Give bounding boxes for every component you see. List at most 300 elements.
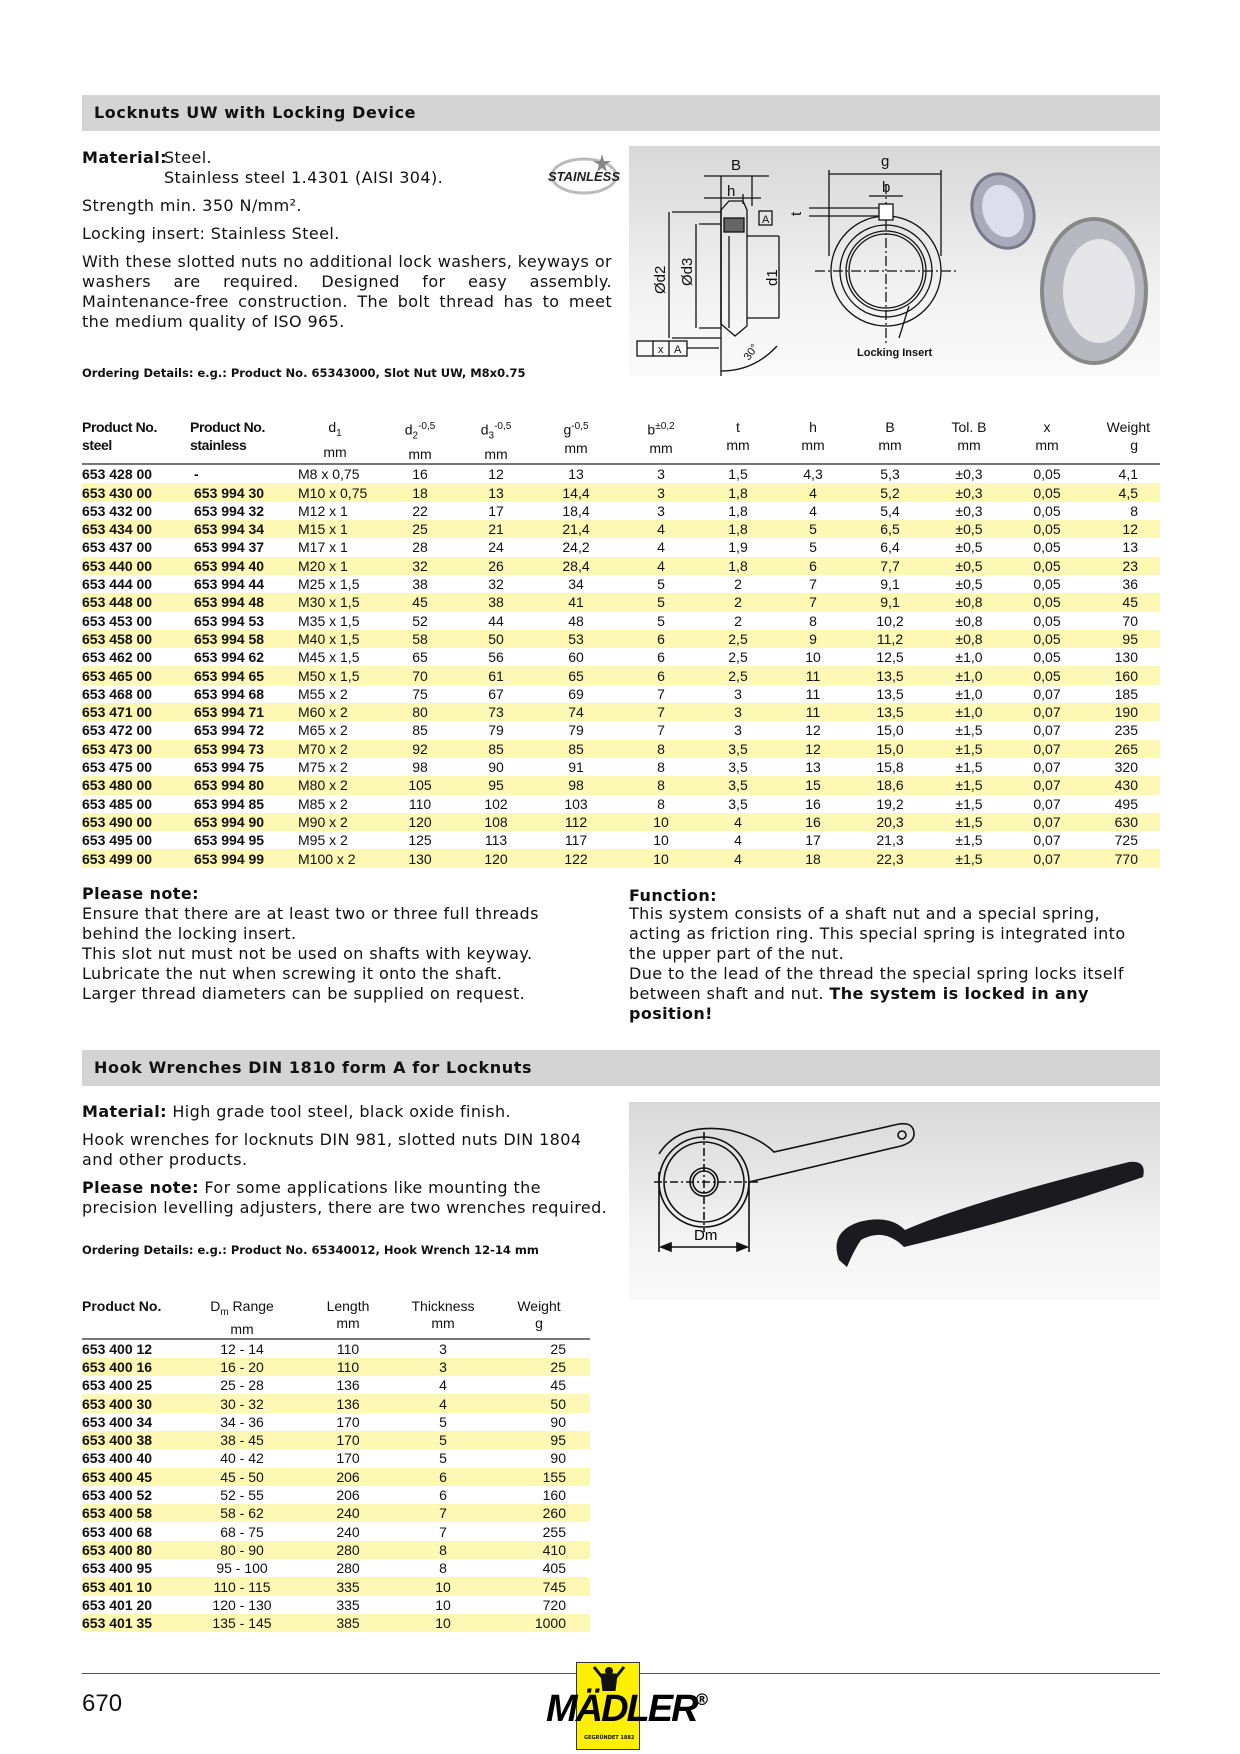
table-cell: 653 485 00 <box>82 795 153 812</box>
registered-mark: ® <box>694 1690 710 1709</box>
table-cell: 21,4 <box>532 520 620 538</box>
please-note-line-1: Ensure that there are at least two or three full threads behind the locking insert. <box>82 904 539 943</box>
table-cell: 38 <box>412 576 428 593</box>
table-cell: M45 x 1,5 <box>298 649 360 666</box>
table-row <box>82 1339 590 1358</box>
table-cell: 4 <box>657 539 665 556</box>
table-cell: 653 994 68 <box>194 685 265 702</box>
table-cell: 4 <box>439 1377 447 1394</box>
table-cell: 7 <box>809 576 817 593</box>
table-cell: 10 <box>398 1577 488 1595</box>
table-row <box>82 849 1160 867</box>
table-cell: 170 <box>336 1413 360 1430</box>
table-row <box>82 464 1160 483</box>
table-cell: M25 x 1,5 <box>298 576 360 593</box>
table-cell: 653 994 30 <box>190 483 290 501</box>
table-cell: 4 <box>398 1394 488 1412</box>
table-cell: 85 <box>412 722 428 739</box>
table-cell: ±0,3 <box>955 502 983 519</box>
table-cell: 105 <box>380 776 460 794</box>
col-d2: $d_2^{-0,5}$ mm <box>404 421 436 463</box>
function-text-1: This system consists of a shaft nut and a special spring, acting as friction ring. This special spring is integrated into the upper part of the nut. <box>629 904 1126 963</box>
table-cell: 16 - 20 <box>186 1358 298 1376</box>
table-cell: 160 <box>1084 666 1160 684</box>
col-thickness: Thickness mm <box>411 1298 475 1331</box>
table-cell: 4,3 <box>803 466 823 483</box>
material-label: Material: <box>82 148 167 167</box>
table-cell: 45 - 50 <box>186 1468 298 1486</box>
locknut-technical-drawing <box>629 146 1160 376</box>
table-cell: 5,2 <box>852 483 928 501</box>
table-cell: 52 <box>412 612 428 629</box>
table-cell: 653 994 58 <box>190 630 290 648</box>
table-cell: 653 994 80 <box>190 776 290 794</box>
table-cell: 24,2 <box>562 539 590 556</box>
table-cell: 9 <box>774 630 852 648</box>
table-cell: 28 <box>412 539 428 556</box>
col-g: $g^{-0,5}$ mm <box>563 421 589 456</box>
table-cell: 653 401 20 <box>82 1596 153 1613</box>
col-length: Length mm <box>326 1298 370 1331</box>
table-cell: 335 <box>336 1596 360 1613</box>
svg-text:A: A <box>674 344 682 356</box>
description-text: With these slotted nuts no additional lock washers, keyways or washers are required. Designed for easy assembly. Maintenance-free construction. The bolt thread has to meet the medium quality of ISO 965. <box>82 252 612 331</box>
table-cell: 22 <box>412 502 428 519</box>
table-cell: 65 <box>532 666 620 684</box>
table-cell: 6,5 <box>852 520 928 538</box>
table-cell: 240 <box>336 1523 360 1540</box>
table-row <box>82 703 1160 721</box>
table-cell: 53 <box>532 630 620 648</box>
table-cell: 110 <box>298 1358 398 1376</box>
table-cell: 653 465 00 <box>82 666 190 684</box>
table-cell: 38 <box>460 593 532 611</box>
table-cell: 15 <box>774 776 852 794</box>
table-cell: 6 <box>657 649 665 666</box>
table-cell: M75 x 2 <box>298 759 348 776</box>
svg-text:t: t <box>788 211 805 216</box>
table-row <box>82 520 1160 538</box>
col-d3: $d_3^{-0,5}$ mm <box>480 421 512 463</box>
table-cell: M65 x 2 <box>298 722 348 739</box>
function-heading: Function: <box>629 886 717 905</box>
table-cell: 0,05 <box>1033 612 1061 629</box>
table-cell: M50 x 1,5 <box>290 666 380 684</box>
table-cell: 3,5 <box>728 759 748 776</box>
table-row <box>82 593 1160 611</box>
table-cell: 69 <box>568 685 584 702</box>
table-cell: 653 400 25 <box>82 1377 153 1394</box>
table-cell: 25 - 28 <box>220 1377 264 1394</box>
table-cell: 120 - 130 <box>212 1596 272 1613</box>
table-row <box>82 795 1160 813</box>
table-cell: 6 <box>620 666 702 684</box>
table-cell: 10 <box>805 649 821 666</box>
table-cell: 653 994 99 <box>190 849 290 867</box>
table-cell: 13,5 <box>852 666 928 684</box>
table-cell: ±0,3 <box>928 483 1010 501</box>
table-cell: 92 <box>380 740 460 758</box>
table-cell: 653 400 40 <box>82 1450 153 1467</box>
table-cell: 653 994 90 <box>190 813 290 831</box>
table-cell: 15,0 <box>852 740 928 758</box>
table-cell: 17 <box>488 502 504 519</box>
table-cell: ±1,5 <box>955 722 983 739</box>
table-cell: 6 <box>774 557 852 575</box>
table-cell: 4 <box>774 483 852 501</box>
table-cell: 653 430 00 <box>82 483 190 501</box>
table-cell: 113 <box>484 832 508 849</box>
table-cell: ±1,5 <box>955 832 983 849</box>
table-cell: 5 <box>620 593 702 611</box>
table-cell: 3 <box>439 1340 447 1357</box>
table-cell: 653 994 40 <box>190 557 290 575</box>
table-cell: 8 <box>620 740 702 758</box>
table-cell: 21,3 <box>876 832 904 849</box>
table-cell: 0,05 <box>1010 557 1084 575</box>
table-cell: ±1,5 <box>955 795 983 812</box>
table-row <box>82 831 1160 849</box>
table-cell: 14,4 <box>532 483 620 501</box>
table-cell: 653 444 00 <box>82 576 153 593</box>
table-cell: 110 <box>408 795 432 812</box>
table-cell: 11 <box>805 685 821 702</box>
table-row <box>82 813 1160 831</box>
table-cell: 23 <box>1084 557 1160 575</box>
table-cell: 2,5 <box>702 666 774 684</box>
table-cell: 12 <box>805 722 821 739</box>
table-cell: ±0,8 <box>928 593 1010 611</box>
table-cell: 11 <box>774 703 852 721</box>
table-cell: 0,07 <box>1010 703 1084 721</box>
table-cell: 34 <box>568 576 584 593</box>
wrench-material-text: Material: High grade tool steel, black oxide finish. <box>82 1102 512 1121</box>
hook-wrench-drawing <box>629 1102 1160 1300</box>
table-cell: 26 <box>460 557 532 575</box>
material-line-1: Steel. <box>164 148 213 167</box>
table-row <box>82 776 1160 794</box>
table-cell: 720 <box>542 1596 566 1613</box>
locknut-table-body <box>82 464 1160 867</box>
table-cell: 0,07 <box>1033 832 1061 849</box>
table-cell: 5 <box>657 612 665 629</box>
table-cell: 1,8 <box>702 483 774 501</box>
table-cell: 3,5 <box>728 795 748 812</box>
table-cell: 17 <box>805 832 821 849</box>
table-cell: 16 <box>805 795 821 812</box>
table-cell: 4 <box>734 832 742 849</box>
table-cell: 653 473 00 <box>82 740 190 758</box>
table-cell: 653 400 12 <box>82 1340 153 1357</box>
table-cell: 8 <box>439 1560 447 1577</box>
table-cell: 41 <box>532 593 620 611</box>
table-cell: 0,05 <box>1010 666 1084 684</box>
table-cell: 3 <box>734 722 742 739</box>
table-cell: 653 994 65 <box>190 666 290 684</box>
table-cell: 44 <box>488 612 504 629</box>
col-product-steel: Product No. steel <box>82 419 157 453</box>
table-cell: 5 <box>439 1450 447 1467</box>
table-cell: M85 x 2 <box>298 795 348 812</box>
table-cell: 15,8 <box>876 759 904 776</box>
table-cell: 74 <box>532 703 620 721</box>
table-cell: 0,07 <box>1033 795 1061 812</box>
table-cell: M17 x 1 <box>298 539 348 556</box>
table-cell: 0,07 <box>1010 776 1084 794</box>
table-cell: 30 - 32 <box>186 1394 298 1412</box>
table-cell: 20,3 <box>852 813 928 831</box>
table-cell: 745 <box>488 1577 590 1595</box>
section-title-hook-wrenches: Hook Wrenches DIN 1810 form A for Locknuts <box>82 1050 1160 1086</box>
table-cell: 122 <box>532 849 620 867</box>
table-cell: ±0,5 <box>955 539 983 556</box>
table-cell: 7 <box>657 685 665 702</box>
table-cell: 235 <box>1114 722 1138 739</box>
table-cell: 320 <box>1114 759 1138 776</box>
table-cell: 653 994 95 <box>194 832 265 849</box>
table-cell: 10,2 <box>876 612 904 629</box>
table-cell: ±1,5 <box>928 776 1010 794</box>
table-cell: M80 x 2 <box>290 776 380 794</box>
table-row <box>82 666 1160 684</box>
table-cell: 7 <box>439 1523 447 1540</box>
svg-text:30°: 30° <box>741 342 762 363</box>
table-cell: 0,07 <box>1010 849 1084 867</box>
table-cell: 1,9 <box>728 539 748 556</box>
col-dm-range: $D_m$ Range mm <box>210 1298 274 1337</box>
table-cell: 12 <box>488 466 504 483</box>
col-product-stainless: Product No. stainless <box>190 419 265 453</box>
table-cell: 6 <box>620 630 702 648</box>
table-row <box>82 1431 590 1449</box>
table-cell: 15,0 <box>876 722 904 739</box>
table-cell: 653 437 00 <box>82 539 153 556</box>
table-cell: 280 <box>298 1541 398 1559</box>
table-cell: 653 400 80 <box>82 1541 186 1559</box>
table-cell: 10 <box>398 1614 488 1632</box>
table-cell: 0,05 <box>1010 593 1084 611</box>
stainless-badge <box>548 152 620 196</box>
table-cell: 34 - 36 <box>220 1413 264 1430</box>
brand-tagline: GEGRÜNDET 1882 <box>584 1735 635 1741</box>
col-b: $b^{\pm 0,2}$ mm <box>647 421 675 456</box>
table-cell: 0,05 <box>1010 520 1084 538</box>
table-cell: 120 <box>380 813 460 831</box>
table-cell: 12 - 14 <box>220 1340 264 1357</box>
col-t: t mm <box>726 419 750 453</box>
function-emphasis: The system is locked in any position! <box>629 984 1089 1023</box>
table-cell: 1,5 <box>728 466 748 483</box>
table-cell: 206 <box>298 1468 398 1486</box>
table-cell: 8 <box>1130 502 1138 519</box>
table-cell: 653 468 00 <box>82 685 153 702</box>
table-row <box>82 1413 590 1431</box>
locknut-table-header <box>82 418 1160 464</box>
table-cell: M35 x 1,5 <box>298 612 360 629</box>
table-cell: 45 <box>550 1377 566 1394</box>
table-cell: 0,07 <box>1010 813 1084 831</box>
table-cell: M55 x 2 <box>298 685 348 702</box>
table-row <box>82 1468 590 1486</box>
table-cell: 18 <box>774 849 852 867</box>
table-cell: 653 994 62 <box>194 649 265 666</box>
table-cell: 12 <box>1084 520 1160 538</box>
table-row <box>82 1504 590 1522</box>
table-cell: 653 400 16 <box>82 1358 186 1376</box>
svg-text:h: h <box>727 183 736 200</box>
dm-label: Dm <box>694 1227 718 1244</box>
table-cell: 73 <box>460 703 532 721</box>
table-cell: 79 <box>568 722 584 739</box>
table-cell: 0,05 <box>1010 630 1084 648</box>
table-row <box>82 1358 590 1376</box>
table-cell: 21 <box>460 520 532 538</box>
table-cell: 6 <box>398 1468 488 1486</box>
table-cell: 103 <box>564 795 588 812</box>
table-cell: 98 <box>412 759 428 776</box>
table-cell: 7 <box>620 703 702 721</box>
table-cell: 45 <box>380 593 460 611</box>
table-cell: 7 <box>657 722 665 739</box>
table-cell: 8 <box>657 759 665 776</box>
page-number: 670 <box>82 1690 123 1717</box>
table-cell: 112 <box>532 813 620 831</box>
table-cell: M8 x 0,75 <box>298 466 360 483</box>
table-cell: 110 - 115 <box>186 1577 298 1595</box>
table-cell: 653 400 45 <box>82 1468 186 1486</box>
table-cell: 56 <box>488 649 504 666</box>
table-cell: 61 <box>460 666 532 684</box>
table-row <box>82 1376 590 1394</box>
table-cell: 0,05 <box>1033 576 1061 593</box>
table-cell: 4 <box>702 813 774 831</box>
brand-name: MÄDLER <box>546 1688 697 1730</box>
table-cell: 2,5 <box>702 630 774 648</box>
table-cell: 12 <box>774 740 852 758</box>
table-cell: 260 <box>488 1504 590 1522</box>
table-cell: 653 401 35 <box>82 1614 186 1632</box>
table-cell: 653 994 71 <box>190 703 290 721</box>
table-cell: 2 <box>702 593 774 611</box>
table-cell: 60 <box>568 649 584 666</box>
table-cell: 95 <box>1084 630 1160 648</box>
table-cell: 25 <box>488 1358 590 1376</box>
table-cell: 18 <box>380 483 460 501</box>
table-cell: 5 <box>774 520 852 538</box>
table-cell: 653 400 95 <box>82 1560 153 1577</box>
svg-text:Ød3: Ød3 <box>679 257 696 286</box>
table-cell: 653 400 52 <box>82 1487 153 1504</box>
table-row <box>82 1596 590 1614</box>
table-cell: 0,05 <box>1033 649 1061 666</box>
material-line-2: Stainless steel 1.4301 (AISI 304). <box>164 168 444 187</box>
section-title-locknuts: Locknuts UW with Locking Device <box>82 95 1160 131</box>
table-cell: ±0,5 <box>928 557 1010 575</box>
wrench-description-text: Hook wrenches for locknuts DIN 981, slotted nuts DIN 1804 and other products. <box>82 1130 582 1169</box>
table-cell: 9,1 <box>880 576 900 593</box>
table-cell: 90 <box>550 1413 566 1430</box>
table-cell: M10 x 0,75 <box>290 483 380 501</box>
table-row <box>82 1449 590 1467</box>
table-cell: 3,5 <box>702 740 774 758</box>
table-cell: 80 - 90 <box>186 1541 298 1559</box>
col-wrench-weight: Weight g <box>517 1298 561 1331</box>
wrench-note-text: Please note: For some applications like mounting the precision levelling adjusters, there are two wrenches required. <box>82 1178 608 1217</box>
svg-text:x: x <box>658 344 664 356</box>
table-row <box>82 1486 590 1504</box>
table-cell: M90 x 2 <box>290 813 380 831</box>
table-cell: 0,05 <box>1033 466 1061 483</box>
table-cell: 58 <box>380 630 460 648</box>
svg-text:B: B <box>731 157 742 174</box>
col-B: B mm <box>878 419 902 453</box>
table-cell: 4 <box>702 849 774 867</box>
table-cell: 6,4 <box>880 539 900 556</box>
table-cell: 85 <box>532 740 620 758</box>
locknut-table <box>82 418 1160 868</box>
table-row <box>82 612 1160 630</box>
table-cell: 170 <box>336 1450 360 1467</box>
table-cell: 136 <box>336 1377 360 1394</box>
table-cell: 13 <box>460 483 532 501</box>
table-cell: 90 <box>488 759 504 776</box>
svg-text:b: b <box>882 179 891 196</box>
table-cell: 653 495 00 <box>82 832 153 849</box>
svg-text:A: A <box>762 214 770 226</box>
table-cell: 67 <box>488 685 504 702</box>
table-cell: 95 <box>460 776 532 794</box>
table-cell: 10 <box>620 849 702 867</box>
table-cell: 7,7 <box>852 557 928 575</box>
col-tol-B: Tol. B mm <box>951 419 987 453</box>
table-cell: 70 <box>1122 612 1138 629</box>
table-cell: 653 480 00 <box>82 776 190 794</box>
table-cell: 65 <box>412 649 428 666</box>
table-cell: 495 <box>1114 795 1138 812</box>
table-cell: 0,07 <box>1033 685 1061 702</box>
table-cell: 653 994 48 <box>190 593 290 611</box>
locknut-ordering-details: Ordering Details: e.g.: Product No. 65343000, Slot Nut UW, M8x0.75 <box>82 366 526 380</box>
stainless-star-icon <box>548 152 620 196</box>
table-cell: 5 <box>657 576 665 593</box>
col-product-no: Product No. <box>82 1298 162 1314</box>
table-cell: 18,4 <box>562 502 590 519</box>
table-cell: M12 x 1 <box>298 502 348 519</box>
svg-text:Locking Insert: Locking Insert <box>857 347 933 359</box>
table-cell: 5 <box>809 539 817 556</box>
table-cell: 10 <box>435 1596 451 1613</box>
table-cell: M100 x 2 <box>290 849 380 867</box>
table-cell: 10 <box>620 813 702 831</box>
table-cell: 653 434 00 <box>82 520 190 538</box>
table-cell: - <box>194 466 199 483</box>
table-cell: 653 994 34 <box>190 520 290 538</box>
table-cell: 125 <box>408 832 432 849</box>
svg-text:d1: d1 <box>764 269 781 286</box>
table-row <box>82 1614 590 1632</box>
table-cell: 11,2 <box>852 630 928 648</box>
table-cell: 3 <box>702 703 774 721</box>
table-cell: 653 994 44 <box>194 576 265 593</box>
table-cell: ±1,0 <box>928 703 1010 721</box>
table-cell: 120 <box>460 849 532 867</box>
table-cell: 653 994 32 <box>194 502 265 519</box>
table-cell: 50 <box>460 630 532 648</box>
table-cell: 3 <box>657 466 665 483</box>
table-cell: 80 <box>380 703 460 721</box>
table-cell: 8 <box>809 612 817 629</box>
table-cell: 170 <box>298 1431 398 1449</box>
